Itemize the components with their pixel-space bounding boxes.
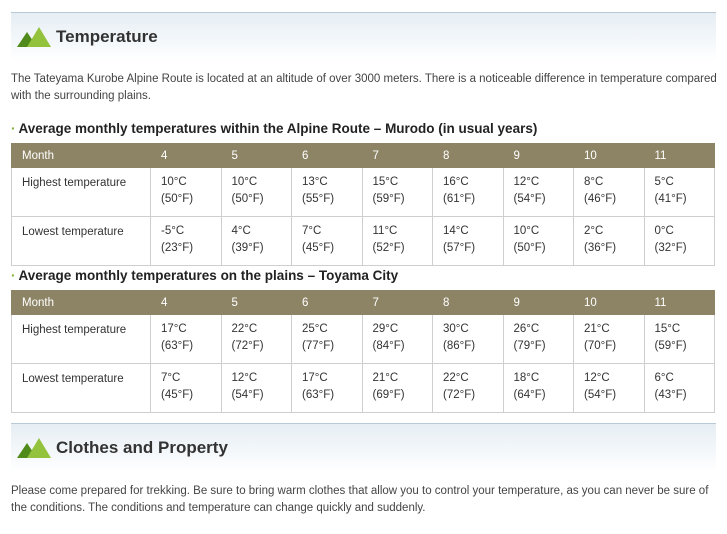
month-column-header: 11: [644, 144, 715, 168]
fahrenheit-value: (32°F): [654, 242, 687, 254]
temperature-cell: [151, 168, 222, 217]
section-title: Temperature: [56, 27, 158, 46]
temperature-cell: [433, 168, 504, 217]
fahrenheit-value: (63°F): [302, 389, 335, 401]
month-column-header: 6: [292, 291, 363, 315]
fahrenheit-value: (54°F): [231, 389, 264, 401]
table-row: [12, 217, 715, 266]
fahrenheit-value: (36°F): [584, 242, 617, 254]
celsius-value: 21°C: [372, 372, 399, 384]
month-column-header: 11: [644, 291, 715, 315]
month-column-header: 7: [362, 291, 433, 315]
fahrenheit-value: (70°F): [584, 340, 617, 352]
fahrenheit-value: (41°F): [654, 193, 687, 205]
table-header-row: [12, 144, 715, 168]
fahrenheit-value: (43°F): [654, 389, 687, 401]
temperature-intro: The Tateyama Kurobe Alpine Route is located at an altitude of over 3000 meters. There is a noticeable difference in temperature compared with the surrounding plains.: [11, 73, 717, 102]
fahrenheit-value: (79°F): [513, 340, 546, 352]
fahrenheit-value: (72°F): [231, 340, 264, 352]
temperature-cell: [574, 315, 645, 364]
celsius-value: 12°C: [231, 372, 258, 384]
month-column-header: 10: [574, 291, 645, 315]
table-heading: [11, 121, 537, 136]
temperature-cell: [292, 315, 363, 364]
temperature-cell: [292, 364, 363, 413]
mountain-icon: [17, 436, 51, 458]
murodo-temperature-table: [11, 143, 715, 266]
celsius-value: 15°C: [372, 176, 399, 188]
section-title: Clothes and Property: [56, 438, 228, 457]
temperature-cell: [362, 217, 433, 266]
row-label: Lowest temperature: [12, 364, 151, 413]
month-column-header: 4: [151, 144, 222, 168]
celsius-value: 6°C: [654, 372, 674, 384]
temperature-cell: [221, 217, 292, 266]
table-heading-text: Average monthly temperatures on the plains – Toyama City: [18, 268, 399, 283]
table-header-row: [12, 291, 715, 315]
fahrenheit-value: (52°F): [372, 242, 405, 254]
celsius-value: 10°C: [161, 176, 187, 188]
temperature-cell: [362, 168, 433, 217]
celsius-value: 22°C: [231, 323, 258, 335]
temperature-cell: [151, 217, 222, 266]
fahrenheit-value: (54°F): [584, 389, 617, 401]
month-column-header: 9: [503, 291, 574, 315]
celsius-value: 0°C: [654, 225, 674, 237]
clothes-section-header: [11, 423, 716, 472]
month-column-header: 5: [221, 291, 292, 315]
celsius-value: 4°C: [231, 225, 251, 237]
table-row: [12, 364, 715, 413]
celsius-value: 22°C: [443, 372, 469, 384]
month-column-header: 5: [221, 144, 292, 168]
fahrenheit-value: (72°F): [443, 389, 476, 401]
temperature-section-header: [11, 12, 716, 61]
celsius-value: -5°C: [161, 225, 185, 237]
temperature-cell: [221, 315, 292, 364]
table-heading-text: Average monthly temperatures within the Alpine Route – Murodo (in usual years): [18, 121, 538, 136]
table-row: [12, 315, 715, 364]
fahrenheit-value: (59°F): [654, 340, 687, 352]
celsius-value: 26°C: [513, 323, 540, 335]
temperature-cell: [644, 168, 715, 217]
temperature-cell: [574, 168, 645, 217]
celsius-value: 13°C: [302, 176, 328, 188]
table-heading: [11, 268, 398, 283]
fahrenheit-value: (50°F): [231, 193, 264, 205]
temperature-cell: [433, 315, 504, 364]
celsius-value: 10°C: [513, 225, 540, 237]
fahrenheit-value: (64°F): [513, 389, 546, 401]
row-label: Lowest temperature: [12, 217, 151, 266]
temperature-cell: [433, 364, 504, 413]
temperature-cell: [644, 217, 715, 266]
fahrenheit-value: (54°F): [513, 193, 546, 205]
toyama-temperature-table: [11, 290, 715, 413]
month-column-header: 7: [362, 144, 433, 168]
temperature-cell: [503, 168, 574, 217]
fahrenheit-value: (86°F): [443, 340, 476, 352]
temperature-cell: [433, 217, 504, 266]
mountain-icon: [17, 25, 51, 47]
fahrenheit-value: (45°F): [302, 242, 335, 254]
celsius-value: 7°C: [302, 225, 322, 237]
fahrenheit-value: (50°F): [513, 242, 546, 254]
table-row: [12, 168, 715, 217]
temperature-cell: [503, 364, 574, 413]
fahrenheit-value: (39°F): [231, 242, 264, 254]
row-label: Highest temperature: [12, 315, 151, 364]
temperature-cell: [503, 315, 574, 364]
fahrenheit-value: (77°F): [302, 340, 335, 352]
temperature-cell: [362, 315, 433, 364]
temperature-cell: [503, 217, 574, 266]
celsius-value: 12°C: [513, 176, 540, 188]
celsius-value: 29°C: [372, 323, 399, 335]
month-header: Month: [12, 144, 151, 168]
temperature-cell: [574, 364, 645, 413]
celsius-value: 5°C: [654, 176, 674, 188]
celsius-value: 25°C: [302, 323, 328, 335]
fahrenheit-value: (46°F): [584, 193, 617, 205]
fahrenheit-value: (84°F): [372, 340, 405, 352]
temperature-cell: [221, 364, 292, 413]
temperature-cell: [292, 168, 363, 217]
month-column-header: 8: [433, 144, 504, 168]
fahrenheit-value: (63°F): [161, 340, 194, 352]
celsius-value: 21°C: [584, 323, 610, 335]
celsius-value: 12°C: [584, 372, 610, 384]
celsius-value: 18°C: [513, 372, 540, 384]
temperature-cell: [644, 364, 715, 413]
clothes-intro: Please come prepared for trekking. Be sure to bring warm clothes that allow you to control your temperature, as you can never be sure of the conditions. The conditions and temperature can change quickly and suddenly.: [11, 485, 709, 514]
temperature-cell: [151, 315, 222, 364]
celsius-value: 8°C: [584, 176, 604, 188]
celsius-value: 15°C: [654, 323, 681, 335]
fahrenheit-value: (57°F): [443, 242, 476, 254]
month-column-header: 10: [574, 144, 645, 168]
month-column-header: 6: [292, 144, 363, 168]
fahrenheit-value: (45°F): [161, 389, 194, 401]
month-column-header: 8: [433, 291, 504, 315]
celsius-value: 30°C: [443, 323, 469, 335]
fahrenheit-value: (23°F): [161, 242, 194, 254]
temperature-cell: [221, 168, 292, 217]
temperature-cell: [292, 217, 363, 266]
celsius-value: 10°C: [231, 176, 258, 188]
month-header: Month: [12, 291, 151, 315]
celsius-value: 7°C: [161, 372, 181, 384]
celsius-value: 2°C: [584, 225, 604, 237]
month-column-header: 9: [503, 144, 574, 168]
fahrenheit-value: (61°F): [443, 193, 476, 205]
temperature-cell: [644, 315, 715, 364]
temperature-cell: [362, 364, 433, 413]
bullet-icon: ·: [11, 268, 16, 283]
temperature-cell: [151, 364, 222, 413]
bullet-icon: ·: [11, 121, 16, 136]
month-column-header: 4: [151, 291, 222, 315]
row-label: Highest temperature: [12, 168, 151, 217]
celsius-value: 11°C: [372, 225, 398, 237]
celsius-value: 17°C: [302, 372, 328, 384]
fahrenheit-value: (55°F): [302, 193, 335, 205]
fahrenheit-value: (50°F): [161, 193, 194, 205]
celsius-value: 14°C: [443, 225, 469, 237]
fahrenheit-value: (69°F): [372, 389, 405, 401]
fahrenheit-value: (59°F): [372, 193, 405, 205]
temperature-cell: [574, 217, 645, 266]
celsius-value: 17°C: [161, 323, 187, 335]
celsius-value: 16°C: [443, 176, 469, 188]
